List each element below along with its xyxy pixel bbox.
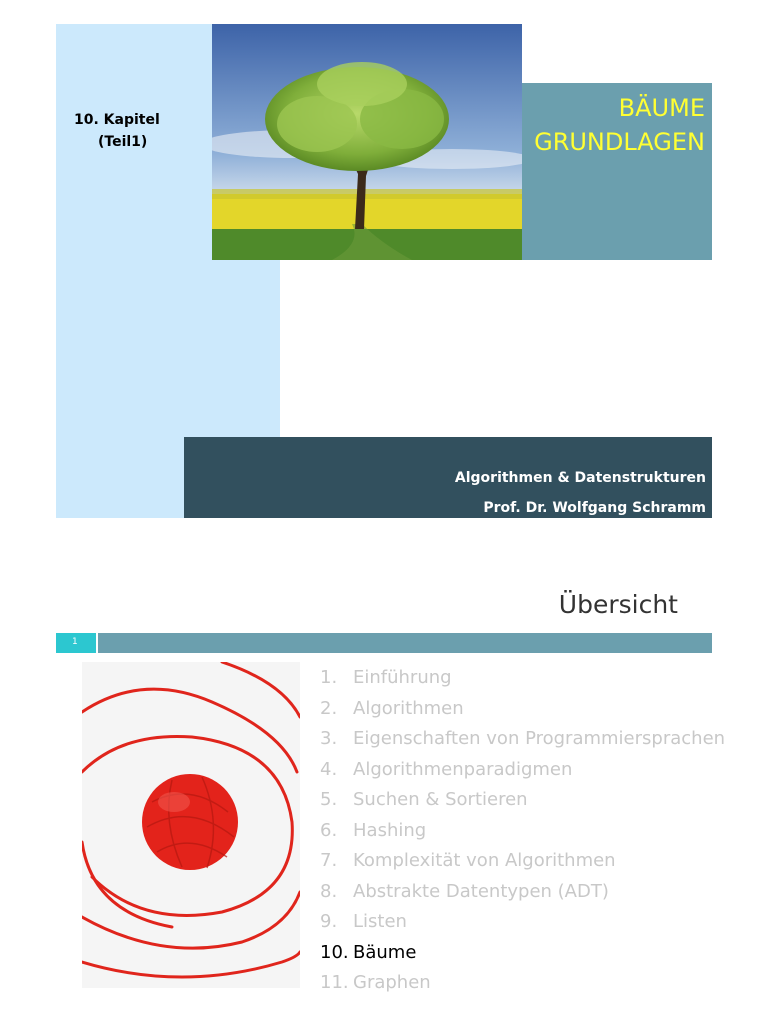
- toc-item-label: Listen: [353, 911, 407, 932]
- toc-item[interactable]: 11. Graphen: [320, 972, 431, 993]
- toc-item-label: Graphen: [353, 972, 431, 993]
- toc-item[interactable]: 6. Hashing: [320, 819, 427, 841]
- toc-item[interactable]: 8. Abstrakte Datentypen (ADT): [320, 880, 609, 902]
- footer-bar: [184, 437, 712, 518]
- toc-item[interactable]: 3. Eigenschaften von Programmiersprachen: [320, 728, 726, 749]
- toc-item[interactable]: 1. Einführung: [320, 667, 452, 688]
- toc-item[interactable]: 4. Algorithmenparadigmen: [320, 758, 573, 780]
- toc-item-label: Suchen & Sortieren: [353, 789, 528, 810]
- chapter-label: [74, 109, 160, 153]
- slide-number: 1: [72, 637, 78, 647]
- title-box: [522, 83, 712, 260]
- author-name: Prof. Dr. Wolfgang Schramm: [483, 500, 706, 516]
- toc-item-label: Komplexität von Algorithmen: [353, 850, 616, 871]
- toc-item[interactable]: 7. Komplexität von Algorithmen: [320, 850, 616, 871]
- toc-item-label: Einführung: [353, 667, 452, 688]
- toc-item[interactable]: 2. Algorithmen: [320, 697, 464, 719]
- toc-item-active[interactable]: 10. Bäume: [320, 941, 417, 963]
- toc-item[interactable]: 5. Suchen & Sortieren: [320, 789, 528, 810]
- toc-item-label: Hashing: [353, 819, 427, 841]
- slide-title: [534, 91, 705, 159]
- title-line-2: GRUNDLAGEN: [534, 128, 705, 156]
- slide-number-badge: [56, 633, 96, 653]
- table-of-contents: [320, 666, 725, 1002]
- toc-item-label: Bäume: [353, 941, 417, 963]
- footer-text: [455, 463, 706, 523]
- tree-photo: [212, 24, 522, 260]
- slide-heading: Übersicht: [558, 590, 678, 619]
- toc-item-label: Algorithmenparadigmen: [353, 758, 573, 780]
- yarn-photo: [82, 662, 300, 988]
- toc-item-label: Eigenschaften von Programmiersprachen: [353, 728, 726, 749]
- title-line-1: BÄUME: [618, 94, 705, 122]
- course-name: Algorithmen & Datenstrukturen: [454, 470, 706, 486]
- toc-item-label: Abstrakte Datentypen (ADT): [353, 880, 609, 902]
- toc-item[interactable]: 9. Listen: [320, 911, 407, 932]
- header-bar: [98, 633, 712, 653]
- chapter-number: 10. Kapitel: [74, 112, 160, 128]
- chapter-part: (Teil1): [98, 134, 148, 150]
- toc-item-label: Algorithmen: [353, 697, 464, 719]
